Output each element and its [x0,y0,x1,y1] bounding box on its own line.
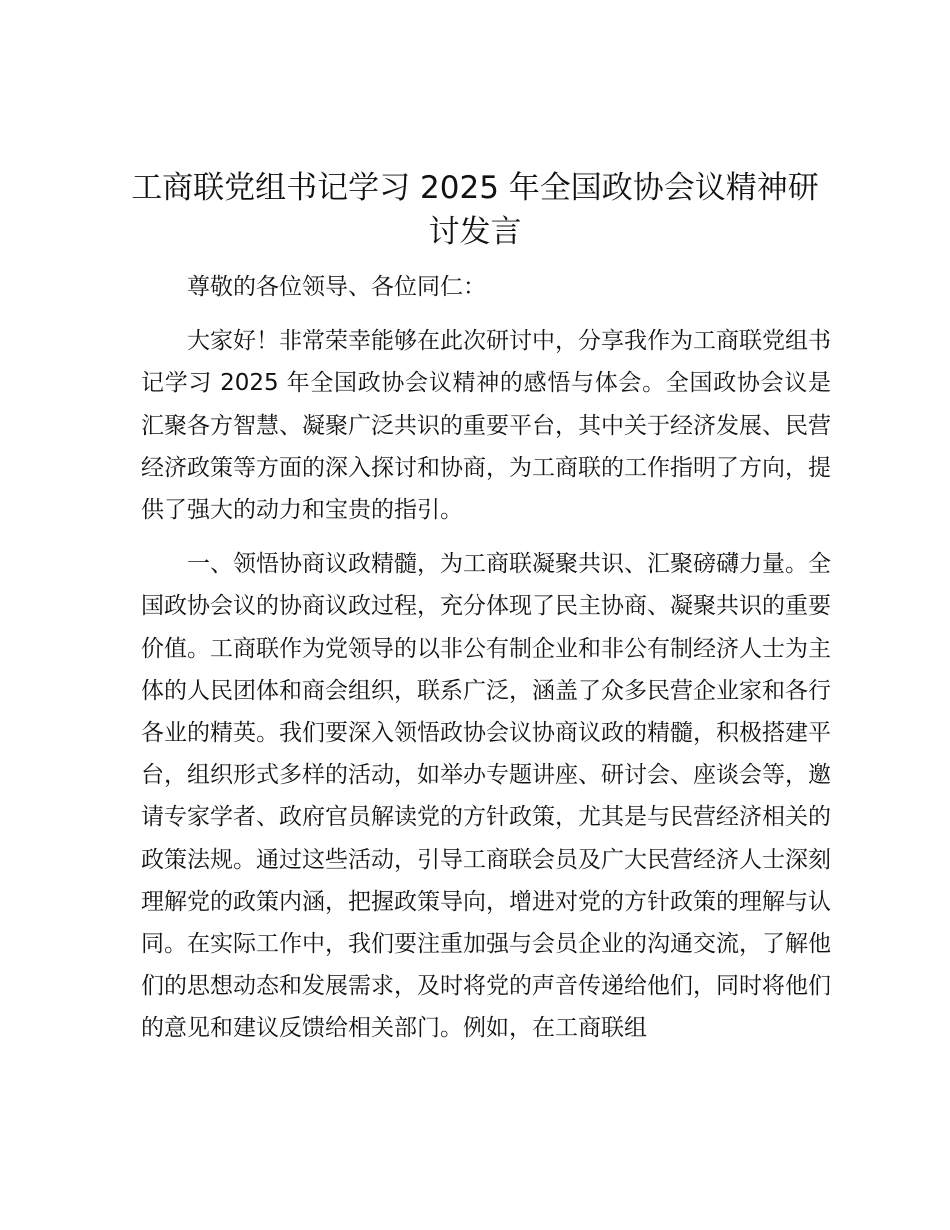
document-title: 工商联党组书记学习 2025 年全国政协会议精神研讨发言 [131,170,819,250]
intro-paragraph: 大家好！非常荣幸能够在此次研讨中，分享我作为工商联党组书记学习 2025 年全国政协会议精神的感悟与体会。全国政协会议是汇聚各方智慧、凝聚广泛共识的重要平台，其中关于经济发展、民营经济政策等方面的深入探讨和协商，为工商联的工作指明了方向，提供了强大的动力和宝贵的指引。 [141,328,831,524]
section-one-paragraph: 一、领悟协商议政精髓，为工商联凝聚共识、汇聚磅礴力量。全国政协会议的协商议政过程，充分体现了民主协商、凝聚共识的重要价值。工商联作为党领导的以非公有制企业和非公有制经济人士为主体的人民团体和商会组织，联系广泛，涵盖了众多民营企业家和各行各业的精英。我们要深入领悟政协会议协商议政的精髓，积极搭建平台，组织形式多样的活动，如举办专题讲座、研讨会、座谈会等，邀请专家学者、政府官员解读党的方针政策，尤其是与民营经济相关的政策法规。通过这些活动，引导工商联会员及广大民营经济人士深刻理解党的政策内涵，把握政策导向，增进对党的方针政策的理解与认同。在实际工作中，我们要注重加强与会员企业的沟通交流，了解他们的思想动态和发展需求，及时将党的声音传递给他们，同时将他们的意见和建议反馈给相关部门。例如，在工商联组 [141,551,831,1042]
document-body [141,266,831,1050]
salutation-paragraph: 尊敬的各位领导、各位同仁： [187,274,486,300]
